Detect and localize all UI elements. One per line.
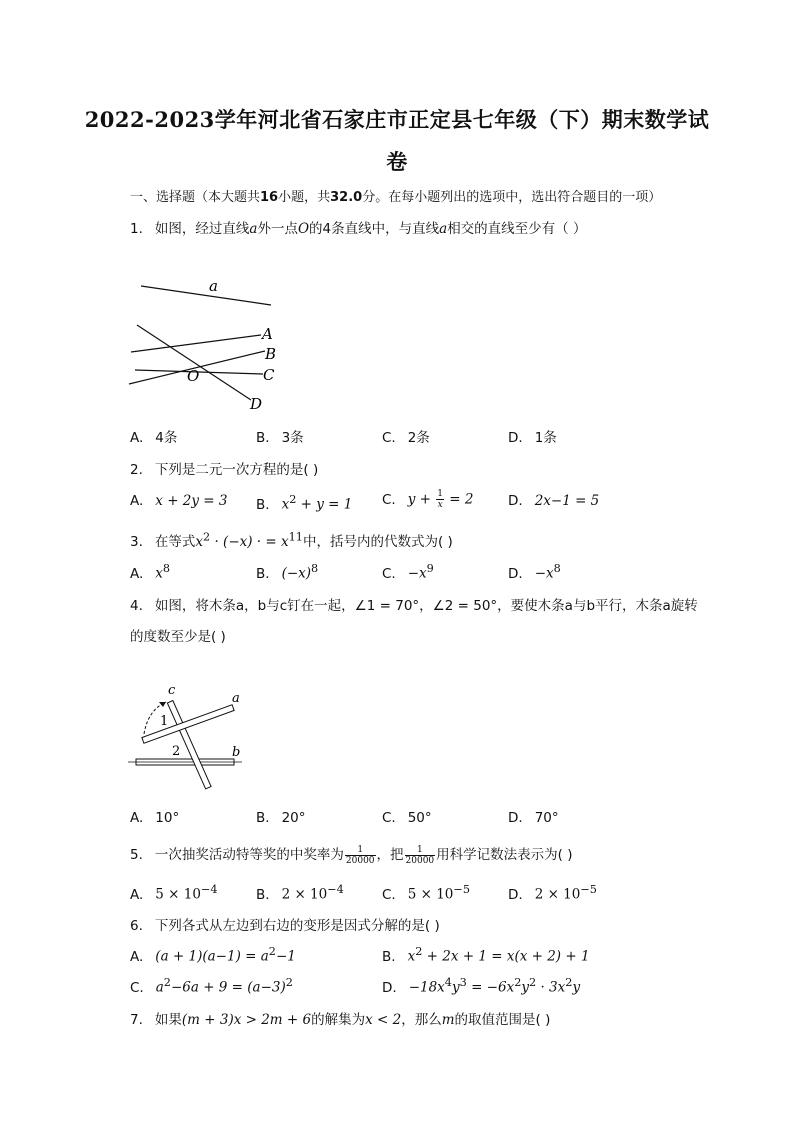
q2-option-b[interactable]: B. $x^2 + y = 1$ <box>256 493 353 513</box>
figure-label-a: a <box>209 277 218 295</box>
figure-angle-2: 2 <box>172 744 181 759</box>
question-2: 2. 下列是二元一次方程的是( ) <box>130 462 319 478</box>
page-title-continued: 卷 <box>386 149 408 174</box>
section-heading: 一、选择题（本大题共16小题，共32.0分。在每小题列出的选项中，选出符合题目的一项） <box>130 190 662 205</box>
figure-label-B: B <box>265 345 277 363</box>
page-title: 2022-2023学年河北省石家庄市正定县七年级（下）期末数学试 <box>84 107 710 132</box>
question-3: 3. 在等式$x^2 \cdot (-x)$ · = $x^{11}$中，括号内的代数式为( ) <box>130 530 453 550</box>
q5-option-c[interactable]: C. $5 \times 10^{-5}$ <box>382 883 470 903</box>
q3-option-a[interactable]: A. $x^8$ <box>130 562 171 582</box>
question-7: 7. 如果(m + 3)x > 2m + 6的解集为x < 2，那么m的取值范围是( ) <box>130 1012 551 1028</box>
q2-option-c[interactable]: C. y + $\frac{1}{x}$ = 2 <box>382 489 474 510</box>
figure-label-a: a <box>232 691 240 706</box>
figure-label-c: c <box>168 683 176 698</box>
figure-label-D: D <box>250 395 263 413</box>
question-1: 1. 如图，经过直线a外一点O的4条直线中，与直线a相交的直线至少有（ ） <box>130 221 587 237</box>
q5-option-a[interactable]: A. $5 \times 10^{-4}$ <box>130 883 218 903</box>
fraction: $\frac{1}{20000}$ <box>405 844 435 866</box>
q6-option-d[interactable]: D. $-18x^4y^3 = -6x^2y^2 \cdot 3x^2y$ <box>382 976 581 996</box>
q6-option-b[interactable]: B. $x^2 + 2x + 1 = x(x + 2) + 1$ <box>382 945 590 965</box>
q4-option-c[interactable]: C. 50° <box>382 810 432 826</box>
q4-option-b[interactable]: B. 20° <box>256 810 306 826</box>
fraction: $\frac{1}{20000}$ <box>345 844 375 866</box>
q4-option-a[interactable]: A. 10° <box>130 810 180 826</box>
figure-label-A: A <box>262 325 273 343</box>
q1-option-a[interactable]: A. 4条 <box>130 430 178 446</box>
question-1-figure <box>125 270 295 420</box>
fraction: $\frac{1}{x}$ <box>437 489 443 510</box>
figure-label-b: b <box>232 745 241 760</box>
q3-option-c[interactable]: C. $-x^9$ <box>382 562 434 582</box>
q2-option-a[interactable]: A. x + 2y = 3 <box>130 493 228 509</box>
figure-label-C: C <box>263 366 275 384</box>
q1-option-b[interactable]: B. 3条 <box>256 430 304 446</box>
q4-option-d[interactable]: D. 70° <box>508 810 559 826</box>
q5-option-b[interactable]: B. $2 \times 10^{-4}$ <box>256 883 344 903</box>
question-4-figure <box>128 680 258 800</box>
question-6: 6. 下列各式从左边到右边的变形是因式分解的是( ) <box>130 918 440 934</box>
question-4: 4. 如图，将木条a，b与c钉在一起，∠1 = 70°，∠2 = 50°，要使木条a与b平行，木条a旋转 <box>130 598 698 614</box>
figure-angle-1: 1 <box>160 714 169 729</box>
q3-option-b[interactable]: B. $(-x)^8$ <box>256 562 319 582</box>
q5-option-d[interactable]: D. $2 \times 10^{-5}$ <box>508 883 597 903</box>
figure-label-O: O <box>187 367 200 385</box>
q3-option-d[interactable]: D. $-x^8$ <box>508 562 561 582</box>
q2-option-d[interactable]: D. 2x−1 = 5 <box>508 493 600 509</box>
q6-option-a[interactable]: A. $(a + 1)(a-1) = a^2-1$ <box>130 945 296 965</box>
q1-option-d[interactable]: D. 1条 <box>508 430 557 446</box>
question-5: 5. 一次抽奖活动特等奖的中奖率为 $\frac{1}{20000}$ ，把 $\frac{1}{20000}$ 用科学记数法表示为( ) <box>130 844 573 866</box>
q6-option-c[interactable]: C. $a^2-6a + 9 = (a-3)^2$ <box>130 976 293 996</box>
q1-option-c[interactable]: C. 2条 <box>382 430 430 446</box>
question-4-continued: 的度数至少是( ) <box>130 629 226 645</box>
